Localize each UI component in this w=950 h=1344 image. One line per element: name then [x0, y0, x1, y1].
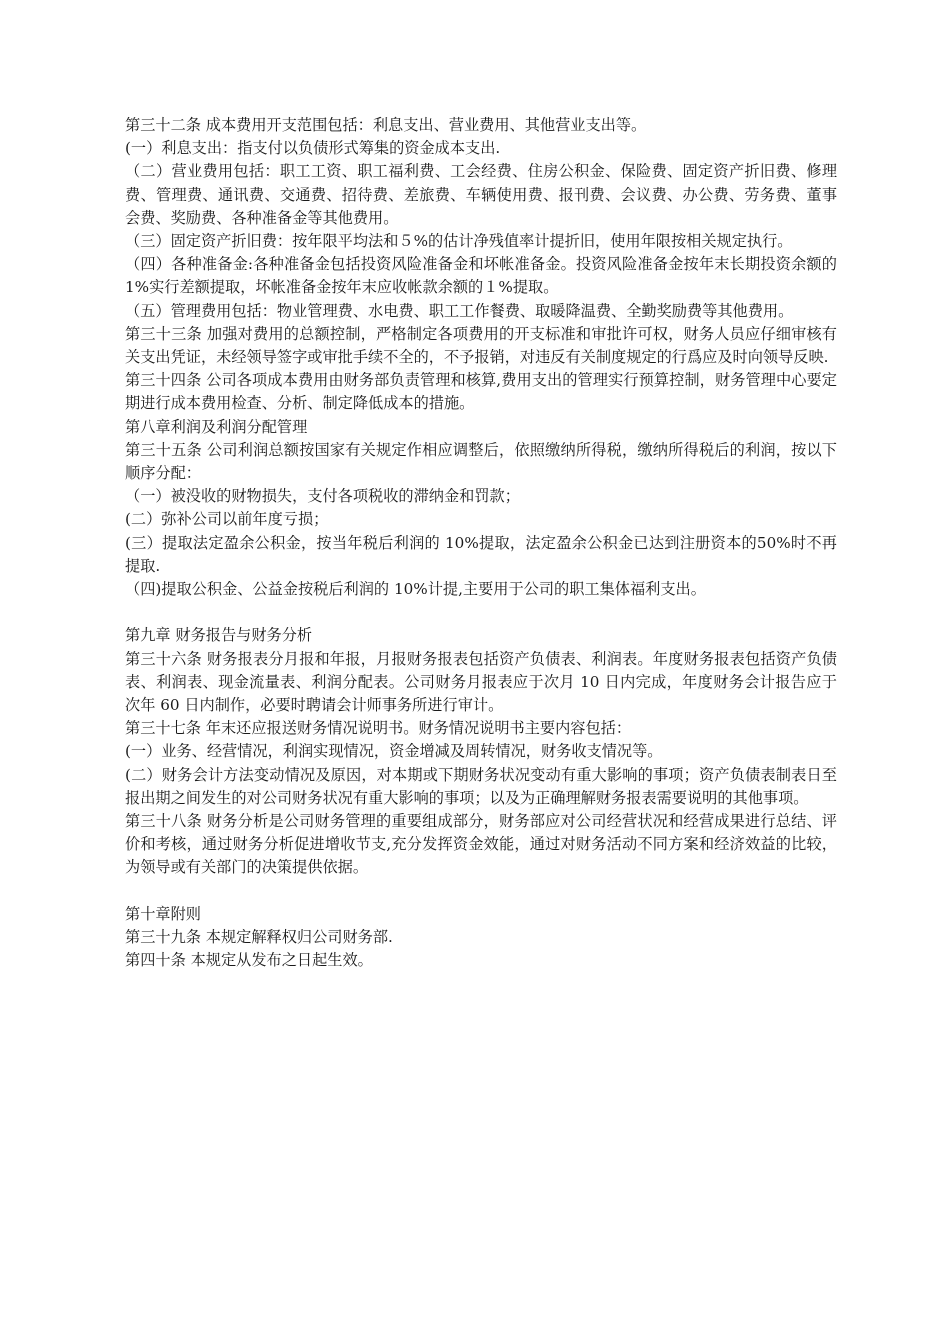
document-page [125, 114, 837, 972]
chapter-9-heading: 第九章 财务报告与财务分析 [125, 626, 313, 645]
article-33: 第三十三条 加强对费用的总额控制，严格制定各项费用的开支标准和审批许可权，财务人员应仔细审核有关支出凭证，未经领导签字或审批手续不全的，不予报销，对违反有关制度规定的行爲应及时向领导反映. [125, 324, 837, 367]
article-32-item-1: (一）利息支出：指支付以负债形式筹集的资金成本支出. [125, 139, 501, 158]
article-35-item-3: (三）提取法定盈余公积金，按当年税后利润的 10%提取，法定盈余公积金已达到注册资本的50%时不再提取. [125, 533, 837, 575]
article-32: 第三十二条 成本费用开支范围包括：利息支出、营业费用、其他营业支出等。 [125, 116, 647, 134]
article-35-item-2: (二）弥补公司以前年度亏损； [125, 510, 329, 529]
chapter-8-heading: 第八章利润及利润分配管理 [125, 417, 308, 436]
article-35-item-4: （四)提取公积金、公益金按税后利润的 10%计提,主要用于公司的职工集体福利支出。 [125, 580, 706, 599]
article-35: 第三十五条 公司利润总额按国家有关规定作相应调整后，依照缴纳所得税，缴纳所得税后的利润，按以下顺序分配： [125, 440, 837, 483]
article-32-item-5: （五）管理费用包括：物业管理费、水电费、职工工作餐费、取暖降温费、全勤奖励费等其他费用。 [125, 301, 794, 320]
chapter-10-heading: 第十章附则 [125, 904, 201, 923]
blank-line [125, 880, 837, 903]
article-37-item-1: (一）业务、经营情况，利润实现情况，资金增减及周转情况，财务收支情况等。 [125, 742, 663, 761]
article-35-item-1: （一）被没收的财物损失，支付各项税收的滞纳金和罚款； [125, 487, 520, 506]
article-37: 第三十七条 年末还应报送财务情况说明书。财务情况说明书主要内容包括： [125, 719, 632, 738]
article-36: 第三十六条 财务报表分月报和年报，月报财务报表包括资产负债表、利润表。年度财务报表包括资产负债表、利润表、现金流量表、利润分配表。公司财务月报表应于次月 10 日内完成，年度财务会计报告应于次年 60 日内制作，必要时聘请会计师事务所进行审计。 [125, 649, 837, 715]
article-32-item-2: （二）营业费用包括：职工工资、职工福利费、工会经费、住房公积金、保险费、固定资产折旧费、修理费、管理费、通讯费、交通费、招待费、差旅费、车辆使用费、报刊费、会议费、办公费、劳务费、董事会费、奖励费、各种准备金等其他费用。 [125, 162, 837, 227]
article-39: 第三十九条 本规定解释权归公司财务部. [125, 928, 393, 947]
article-40: 第四十条 本规定从发布之日起生效。 [125, 951, 373, 970]
article-32-item-3: （三）固定资产折旧费：按年限平均法和５%的估计净残值率计提折旧，使用年限按相关规定执行。 [125, 232, 793, 251]
article-34: 第三十四条 公司各项成本费用由财务部负责管理和核算,费用支出的管理实行预算控制，财务管理中心要定期进行成本费用检查、分析、制定降低成本的措施。 [125, 371, 837, 413]
article-38: 第三十八条 财务分析是公司财务管理的重要组成部分，财务部应对公司经营状况和经营成果进行总结、评价和考核，通过财务分析促进增收节支,充分发挥资金效能，通过对财务活动不同方案和经济效益的比较，为领导或有关部门的决策提供依据。 [125, 812, 837, 877]
article-32-item-4: （四）各种准备金:各种准备金包括投资风险准备金和坏帐准备金。投资风险准备金按年末长期投资余额的1%实行差额提取，坏帐准备金按年末应收帐款余额的１%提取。 [125, 255, 837, 297]
blank-line [125, 601, 837, 624]
article-37-item-2: (二）财务会计方法变动情况及原因，对本期或下期财务状况变动有重大影响的事项；资产负债表制表日至报出期之间发生的对公司财务状况有重大影响的事项；以及为正确理解财务报表需要说明的其他事项。 [125, 765, 837, 807]
